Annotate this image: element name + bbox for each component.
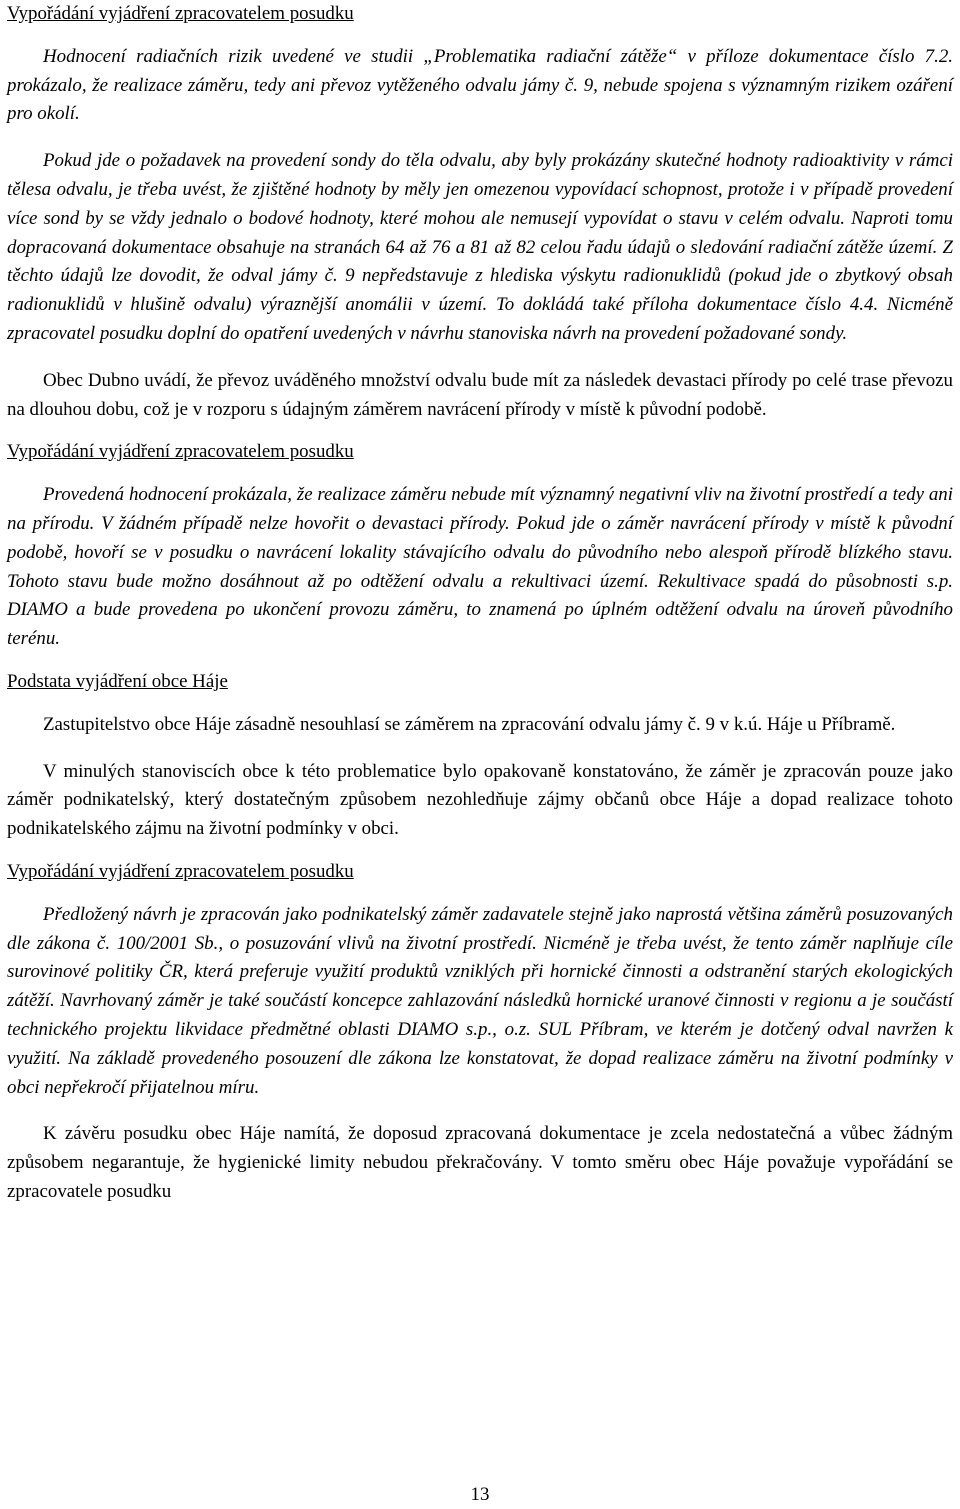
paragraph: Pokud jde o požadavek na provedení sondy do těla odvalu, aby byly prokázány skutečné hodnoty radioaktivity v rámci tělesa odvalu, je třeba uvést, že zjištěné hodnoty by měly jen omezenou vypovídací schopnost, protože i v případě provedení více sond by se vždy jednalo o bodové hodnoty, které mohou ale nemusejí vypovídat o stavu v celém odvalu. Naproti tomu dopracovaná dokumentace obsahuje na stranách 64 až 76 a 81 až 82 celou řadu údajů o sledování radiační zátěže území. Z těchto údajů lze dovodit, že odval jámy č. 9 nepředstavuje z hlediska výskytu radionuklidů (pokud jde o zbytkový obsah radionuklidů v hlušině odvalu) výraznější anomálii v území. To dokládá také příloha dokumentace číslo 4.4. Nicméně zpracovatel posudku doplní do opatření uvedených v návrhu stanoviska návrh na provedení požadované sondy. (7, 150, 953, 344)
section-heading: Vypořádání vyjádření zpracovatelem posudku (7, 3, 354, 24)
page-number: 13 (470, 1484, 490, 1505)
paragraph: V minulých stanoviscích obce k této problematice bylo opakovaně konstatováno, že záměr je zpracován pouze jako záměr podnikatelský, který dostatečným způsobem nezohledňuje zájmy občanů obce Háje a dopad realizace tohoto podnikatelského zájmu na životní podmínky v obci. (7, 760, 953, 840)
section-heading: Vypořádání vyjádření zpracovatelem posudku (7, 860, 354, 882)
paragraph: K závěru posudku obec Háje namítá, že doposud zpracovaná dokumentace je zcela nedostatečná a vůbec žádným způsobem negarantuje, že hygienické limity nebudou překračovány. V tomto směru obec Háje považuje vypořádání se zpracovatele posudku (7, 1123, 953, 1202)
document-page (7, 0, 953, 1207)
paragraph: Provedená hodnocení prokázala, že realizace záměru nebude mít významný negativní vliv na životní prostředí a tedy ani na přírodu. V žádném případě nelze hovořit o devastaci přírody. Pokud jde o záměr navrácení přírody v místě k původní podobě, hovoří se v posudku o navrácení lokality stávajícího odvalu do původního nebo alespoň přírodě blízkého stavu. Tohoto stavu bude možno dosáhnout až po odtěžení odvalu a rekultivaci území. Rekultivace spadá do působnosti s.p. DIAMO a bude provedena po ukončení provozu záměru, to znamená po úplném odtěžení odvalu na úroveň původního terénu. (7, 484, 953, 650)
section-heading: Podstata vyjádření obce Háje (7, 670, 228, 692)
paragraph: Zastupitelstvo obce Háje zásadně nesouhlasí se záměrem na zpracování odvalu jámy č. 9 v k.ú. Háje u Příbramě. (43, 713, 896, 735)
paragraph: Předložený návrh je zpracován jako podnikatelský záměr zadavatele stejně jako naprostá většina záměrů posuzovaných dle zákona č. 100/2001 Sb., o posuzování vlivů na životní prostředí. Nicméně je třeba uvést, že tento záměr naplňuje cíle surovinové politiky ČR, která preferuje využití produktů vzniklých při hornické činnosti a odstranění starých ekologických zátěží. Navrhovaný záměr je také součástí koncepce zahlazování následků hornické uranové činnosti v regionu a je součástí technického projektu likvidace předmětné oblasti DIAMO s.p., o.z. SUL Příbram, ve kterém je dotčený odval navržen k využití. Na základě provedeného posouzení dle zákona lze konstatovat, že dopad realizace záměru na životní podmínky v obci nepřekročí přijatelnou míru. (7, 903, 953, 1098)
paragraph: Obec Dubno uvádí, že převoz uváděného množství odvalu bude mít za následek devastaci přírody po celé trase převozu na dlouhou dobu, což je v rozporu s údajným záměrem navrácení přírody v místě k původní podobě. (7, 369, 953, 420)
section-heading: Vypořádání vyjádření zpracovatelem posudku (7, 441, 354, 463)
paragraph: Hodnocení radiačních rizik uvedené ve studii „Problematika radiační zátěže“ v příloze dokumentace číslo 7.2. prokázalo, že realizace záměru, tedy ani převoz vytěženého odvalu jámy č. 9, nebude spojena s významným rizikem ozáření pro okolí. (7, 45, 953, 125)
